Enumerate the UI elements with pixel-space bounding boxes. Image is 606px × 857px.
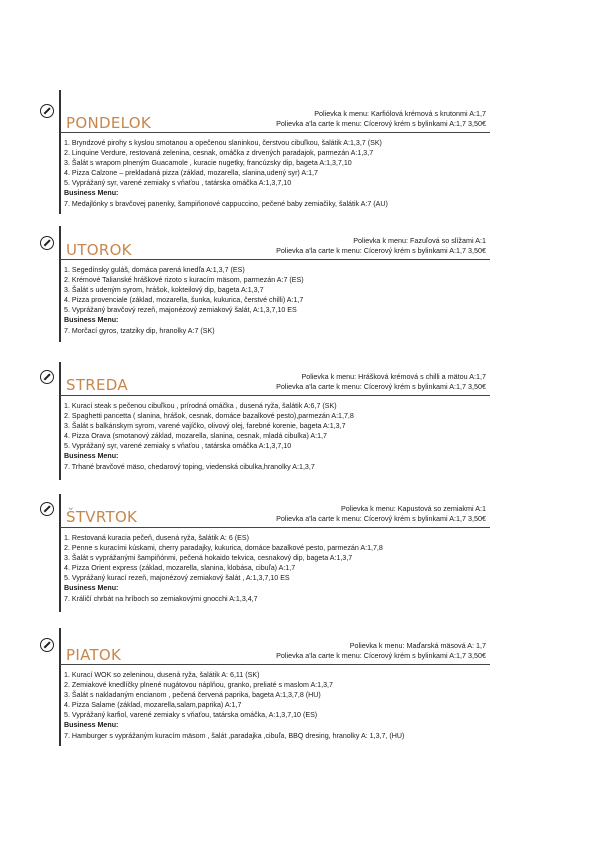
menu-items [64,670,404,741]
business-menu-item: 7. Medajlónky s bravčovej panenky, šampiňonové cappuccino, pečené baby zemiačiky, šalátik A:7 (AU) [64,199,388,208]
business-menu-label: Business Menu: [64,316,119,325]
soup-alacarte: Polievka a'la carte k menu: Cícerový krém s bylinkami A:1,7 3,50€ [276,514,486,523]
business-menu-item: 7. Hamburger s vyprážaným kuracím mäsom , šalát ,paradajka ,cibuľa, BBQ dresing, hranolky A: 1,3,7, (HU) [64,731,405,740]
header-rule [60,395,490,396]
header-rule [60,259,490,260]
menu-item: 4. Pizza provenciale (základ, mozarella, šunka, kukurica, čerstvé chilli) A:1,7 [64,296,304,305]
business-menu-item: 7. Morčací gyros, tzatziky dip, hranolky A:7 (SK) [64,326,215,335]
section-divider-line [59,362,61,480]
menu-item: 5. Vyprážaný syr, varené zemiaky s vňaťou , tatárska omáčka A:1,3,7,10 [64,179,292,188]
section-divider-line [59,226,61,342]
day-title: UTOROK [66,241,132,259]
menu-item: 4. Pizza Salame (základ, mozarella,salam,paprika) A:1,7 [64,701,242,710]
menu-item: 2. Penne s kuracími kúskami, cherry paradajky, kukurica, domáce bazalkové pesto, parmezán A:1,7,8 [64,544,383,553]
menu-item: 4. Pizza Orient express (základ, mozarella, slanina, klobása, cibuľa) A:1,7 [64,564,296,573]
menu-items [64,265,304,336]
menu-item: 5. Vyprážaný karfiol, varené zemiaky s vňaťou, tatárska omáčka, A:1,3,7,10 (ES) [64,711,318,720]
day-title: ŠTVRTOK [66,508,138,526]
menu-item: 3. Šalát s nakladaným encianom , pečená červená paprika, bageta A:1,3,7,8 (HU) [64,691,321,700]
soup-alacarte: Polievka a'la carte k menu: Cícerový krém s bylinkami A:1,7 3,50€ [276,119,486,128]
restaurant-logo-icon [40,236,54,250]
restaurant-logo-icon [40,502,54,516]
soup-menu: Polievka k menu: Kapustová so zemiakmi A:1 [340,504,486,513]
menu-item: 5. Vyprážaný bravčový rezeň, majonézový zemiakový šalát, A:1,3,7,10 ES [64,306,297,315]
soup-menu: Polievka k menu: Karfiólová krémová s krutonmi A:1,7 [314,109,486,118]
business-menu-label: Business Menu: [64,721,119,730]
day-title: STREDA [66,376,128,394]
menu-item: 3. Šalát s vyprážanými šampiňónmi, pečená hokaido tekvica, cesnakový dip, bageta A:1,3,7 [64,554,353,563]
business-menu-label: Business Menu: [64,189,119,198]
header-rule [60,527,490,528]
day-title: PIATOK [66,646,122,664]
menu-item: 2. Linquine Verdure, restovaná zelenina, cesnak, omáčka z drvených paradajok, parmezán A:1,3,7 [64,149,374,158]
menu-item: 4. Pizza Calzone – prekladaná pizza (základ, mozarella, slanina,udený syr) A:1,7 [64,169,318,178]
soup-alacarte: Polievka a'la carte k menu: Cícerový krém s bylinkami A:1,7 3,50€ [276,651,486,660]
menu-items [64,138,388,209]
header-rule [60,132,490,133]
business-menu-label: Business Menu: [64,584,119,593]
section-divider-line [59,494,61,612]
menu-item: 1. Segedínsky guláš, domáca parená knedľa A:1,3,7 (ES) [64,266,245,274]
menu-item: 1. Restovaná kuracia pečeň, dusená ryža, šalátik A: 6 (ES) [64,534,249,542]
restaurant-logo-icon [40,638,54,652]
business-menu-item: 7. Trhané bravčové mäso, chedarový toping, viedenská cibulka,hranolky A:1,3,7 [64,462,315,471]
menu-item: 4. Pizza Orava (smotanový základ, mozarella, slanina, cesnak, mladá cibulka) A:1,7 [64,432,327,441]
soup-alacarte: Polievka a'la carte k menu: Cícerový krém s bylinkami A:1,7 3,50€ [276,246,486,255]
menu-item: 1. Kurací WOK so zeleninou, dusená ryža, šalátik A: 6,11 (SK) [64,671,260,679]
section-divider-line [59,90,61,214]
business-menu-item: 7. Králičí chrbát na hríboch so zemiakovými gnocchi A:1,3,4,7 [64,594,258,603]
menu-item: 2. Krémové Talianské hráškové rizoto s kuracím mäsom, parmezán A:7 (ES) [64,276,304,285]
header-rule [60,664,490,665]
menu-item: 3. Šalát s udeným syrom, hrášok, kokteilový dip, bageta A:1,3,7 [64,286,264,295]
menu-item: 3. Šalát s balkánskym syrom, varené vajíčko, olivový olej, farebné korenie, bageta A:1,3,7 [64,422,346,431]
menu-item: 5. Vyprážaný kurací rezeň, majonézový zemiakový šalát , A:1,3,7,10 ES [64,574,290,583]
business-menu-label: Business Menu: [64,452,119,461]
menu-item: 5. Vyprážaný syr, varené zemiaky s vňaťou , tatárska omáčka A:1,3,7,10 [64,442,292,451]
soup-menu: Polievka k menu: Hrášková krémová s chilli a mätou A:1,7 [301,372,486,381]
day-title: PONDELOK [66,114,151,132]
section-divider-line [59,628,61,746]
menu-item: 2. Spaghetti pancetta ( slanina, hrášok, cesnak, domáce bazalkové pesto),parmezán A:1,7,8 [64,412,354,421]
soup-alacarte: Polievka a'la carte k menu: Cícerový krém s bylinkami A:1,7 3,50€ [276,382,486,391]
menu-item: 1. Bryndzové pirohy s kyslou smotanou a opečenou slaninkou, čerstvou cibuľkou, šalátik A:1,3,7 (SK) [64,139,382,147]
menu-item: 1. Kurací steak s pečenou cibuľkou , prírodná omáčka , dusená ryža, šalátik A:6,7 (SK) [64,402,337,410]
restaurant-logo-icon [40,104,54,118]
restaurant-logo-icon [40,370,54,384]
menu-item: 2. Zemiakové knedlíčky plnené nugátovou náplňou, granko, preliaté s maslom A:1,3,7 [64,681,333,690]
menu-item: 3. Šalát s wrapom plneným Guacamole , kuracie nugetky, francúzsky dip, bageta A:1,3,7,10 [64,159,352,168]
menu-items [64,401,354,472]
menu-items [64,533,383,604]
soup-menu: Polievka k menu: Maďarská mäsová A: 1,7 [349,641,486,650]
soup-menu: Polievka k menu: Fazuľová so slížami A:1 [353,236,486,245]
